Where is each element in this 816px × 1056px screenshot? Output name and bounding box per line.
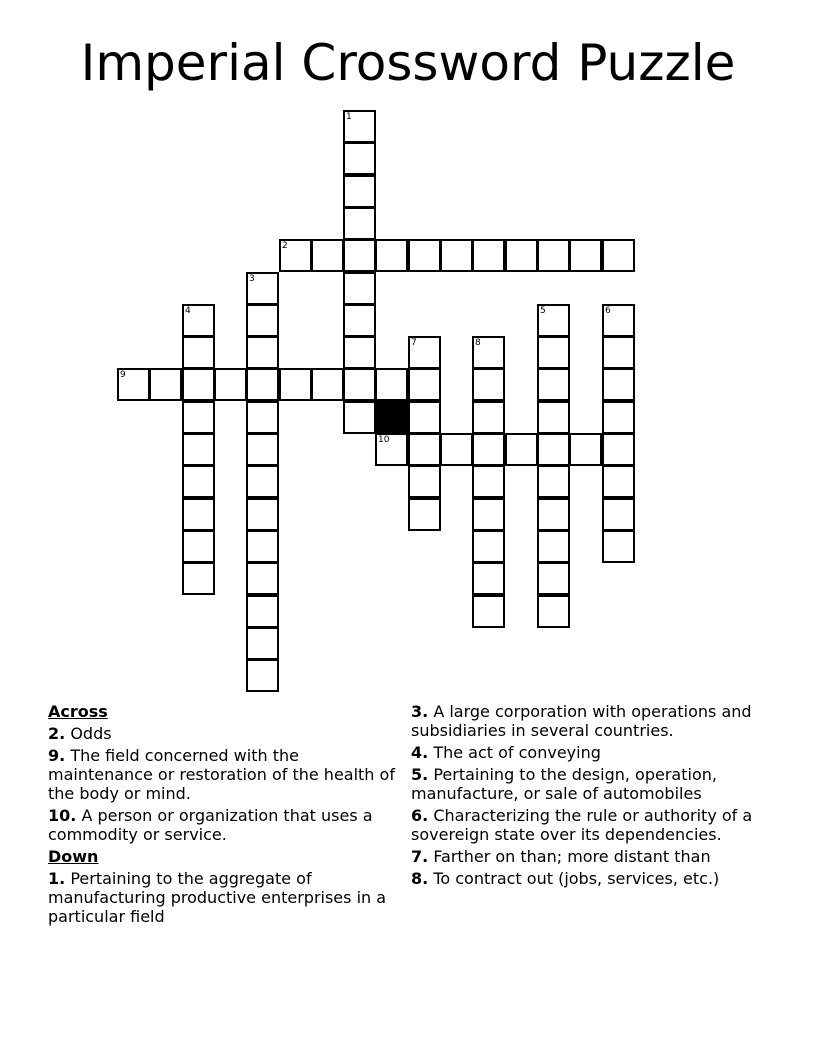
- crossword-cell[interactable]: [472, 498, 505, 531]
- crossword-cell[interactable]: [472, 433, 505, 466]
- crossword-cell[interactable]: [182, 465, 215, 498]
- crossword-cell[interactable]: [375, 433, 408, 466]
- cell-number: 3: [249, 274, 255, 284]
- clue-down-7: [411, 847, 756, 866]
- cell-number: 7: [411, 338, 417, 348]
- crossword-cell[interactable]: [440, 433, 473, 466]
- crossword-cell[interactable]: [246, 627, 279, 660]
- crossword-cell[interactable]: [182, 433, 215, 466]
- cell-number: 4: [185, 306, 191, 316]
- cell-number: 9: [120, 370, 126, 380]
- crossword-cell[interactable]: [149, 368, 182, 401]
- clue-down-1: [48, 869, 404, 926]
- cell-number: 6: [605, 306, 611, 316]
- clue-text: To contract out (jobs, services, etc.): [433, 869, 720, 888]
- crossword-cell[interactable]: [537, 465, 570, 498]
- crossword-cell[interactable]: [440, 239, 473, 272]
- crossword-cell[interactable]: [246, 498, 279, 531]
- crossword-block-cell: [375, 401, 408, 434]
- crossword-cell[interactable]: [472, 465, 505, 498]
- clue-text: The field concerned with the maintenance or restoration of the health of the body or mind.: [48, 746, 395, 803]
- crossword-cell[interactable]: [182, 336, 215, 369]
- crossword-cell[interactable]: [408, 239, 441, 272]
- crossword-cell[interactable]: [117, 368, 150, 401]
- crossword-cell[interactable]: [343, 239, 376, 272]
- crossword-cell[interactable]: [246, 401, 279, 434]
- crossword-cell[interactable]: [182, 562, 215, 595]
- clue-number: 10.: [48, 806, 77, 825]
- clue-down-6: [411, 806, 756, 844]
- crossword-cell[interactable]: [537, 401, 570, 434]
- crossword-cell[interactable]: [472, 530, 505, 563]
- clue-number: 6.: [411, 806, 429, 825]
- clue-text: A person or organization that uses a commodity or service.: [48, 806, 373, 844]
- down-heading: Down: [48, 847, 99, 866]
- crossword-cell[interactable]: [408, 401, 441, 434]
- crossword-cell[interactable]: [375, 368, 408, 401]
- crossword-cell[interactable]: [472, 562, 505, 595]
- crossword-cell[interactable]: [602, 304, 635, 337]
- crossword-cell[interactable]: [537, 239, 570, 272]
- clue-text: A large corporation with operations and subsidiaries in several countries.: [411, 702, 752, 740]
- crossword-cell[interactable]: [343, 272, 376, 305]
- crossword-cell[interactable]: [537, 562, 570, 595]
- crossword-cell[interactable]: [214, 368, 247, 401]
- crossword-cell[interactable]: [246, 433, 279, 466]
- crossword-cell[interactable]: [311, 368, 344, 401]
- crossword-cell[interactable]: [602, 530, 635, 563]
- cell-number: 10: [378, 435, 390, 445]
- crossword-cell[interactable]: [472, 595, 505, 628]
- crossword-cell[interactable]: [472, 401, 505, 434]
- crossword-cell[interactable]: [537, 530, 570, 563]
- crossword-cell[interactable]: [408, 433, 441, 466]
- crossword-cell[interactable]: [246, 336, 279, 369]
- clue-number: 4.: [411, 743, 429, 762]
- crossword-cell[interactable]: [182, 530, 215, 563]
- clue-number: 5.: [411, 765, 429, 784]
- crossword-cell[interactable]: [408, 465, 441, 498]
- crossword-cell[interactable]: [537, 368, 570, 401]
- crossword-cell[interactable]: [569, 239, 602, 272]
- crossword-cell[interactable]: [408, 368, 441, 401]
- crossword-cell[interactable]: [279, 239, 312, 272]
- crossword-cell[interactable]: [246, 595, 279, 628]
- across-heading: Across: [48, 702, 108, 721]
- crossword-cell[interactable]: [537, 595, 570, 628]
- crossword-cell[interactable]: [472, 368, 505, 401]
- crossword-cell[interactable]: [343, 142, 376, 175]
- crossword-cell[interactable]: [537, 433, 570, 466]
- clue-number: 7.: [411, 847, 429, 866]
- crossword-cell[interactable]: [246, 659, 279, 692]
- crossword-cell[interactable]: [343, 304, 376, 337]
- clues-right-column: [411, 702, 756, 891]
- crossword-cell[interactable]: [505, 433, 538, 466]
- cell-number: 1: [346, 112, 352, 122]
- clue-text: Pertaining to the design, operation, manufacture, or sale of automobiles: [411, 765, 717, 803]
- clue-number: 2.: [48, 724, 66, 743]
- clue-number: 8.: [411, 869, 429, 888]
- crossword-cell[interactable]: [602, 498, 635, 531]
- crossword-cell[interactable]: [343, 207, 376, 240]
- clue-down-5: [411, 765, 756, 803]
- crossword-cell[interactable]: [279, 368, 312, 401]
- clue-number: 3.: [411, 702, 429, 721]
- crossword-cell[interactable]: [311, 239, 344, 272]
- clue-down-3: [411, 702, 756, 740]
- clues-left-column: [48, 702, 404, 929]
- clue-across-2: [48, 724, 404, 743]
- crossword-cell[interactable]: [182, 368, 215, 401]
- clue-across-9: [48, 746, 404, 803]
- crossword-cell[interactable]: [246, 562, 279, 595]
- crossword-cell[interactable]: [505, 239, 538, 272]
- crossword-cell[interactable]: [246, 304, 279, 337]
- crossword-cell[interactable]: [246, 465, 279, 498]
- clue-text: Pertaining to the aggregate of manufacturing productive enterprises in a particular field: [48, 869, 387, 926]
- crossword-cell[interactable]: [602, 239, 635, 272]
- crossword-cell[interactable]: [602, 401, 635, 434]
- crossword-cell[interactable]: [602, 433, 635, 466]
- crossword-cell[interactable]: [375, 239, 408, 272]
- crossword-cell[interactable]: [182, 498, 215, 531]
- crossword-cell[interactable]: [343, 368, 376, 401]
- crossword-cell[interactable]: [246, 272, 279, 305]
- clue-down-8: [411, 869, 756, 888]
- crossword-cell[interactable]: [472, 239, 505, 272]
- cell-number: 5: [540, 306, 546, 316]
- crossword-cell[interactable]: [182, 304, 215, 337]
- puzzle-title: Imperial Crossword Puzzle: [80, 34, 736, 92]
- clue-number: 1.: [48, 869, 66, 888]
- crossword-cell[interactable]: [537, 498, 570, 531]
- crossword-cell[interactable]: [343, 175, 376, 208]
- cell-number: 2: [282, 241, 288, 251]
- crossword-cell[interactable]: [408, 336, 441, 369]
- clue-number: 9.: [48, 746, 66, 765]
- clue-text: Odds: [70, 724, 112, 743]
- crossword-cell[interactable]: [602, 465, 635, 498]
- crossword-cell[interactable]: [182, 401, 215, 434]
- crossword-cell[interactable]: [537, 304, 570, 337]
- clue-text: The act of conveying: [433, 743, 601, 762]
- crossword-cell[interactable]: [343, 336, 376, 369]
- clue-text: Farther on than; more distant than: [433, 847, 711, 866]
- crossword-cell[interactable]: [343, 401, 376, 434]
- clue-across-10: [48, 806, 404, 844]
- crossword-cell[interactable]: [472, 336, 505, 369]
- crossword-cell[interactable]: [602, 336, 635, 369]
- crossword-cell[interactable]: [569, 433, 602, 466]
- crossword-cell[interactable]: [246, 368, 279, 401]
- clue-down-4: [411, 743, 756, 762]
- crossword-cell[interactable]: [246, 530, 279, 563]
- cell-number: 8: [475, 338, 481, 348]
- clue-text: Characterizing the rule or authority of a sovereign state over its dependencies.: [411, 806, 753, 844]
- crossword-cell[interactable]: [602, 368, 635, 401]
- crossword-cell[interactable]: [537, 336, 570, 369]
- crossword-cell[interactable]: [343, 110, 376, 143]
- crossword-cell[interactable]: [408, 498, 441, 531]
